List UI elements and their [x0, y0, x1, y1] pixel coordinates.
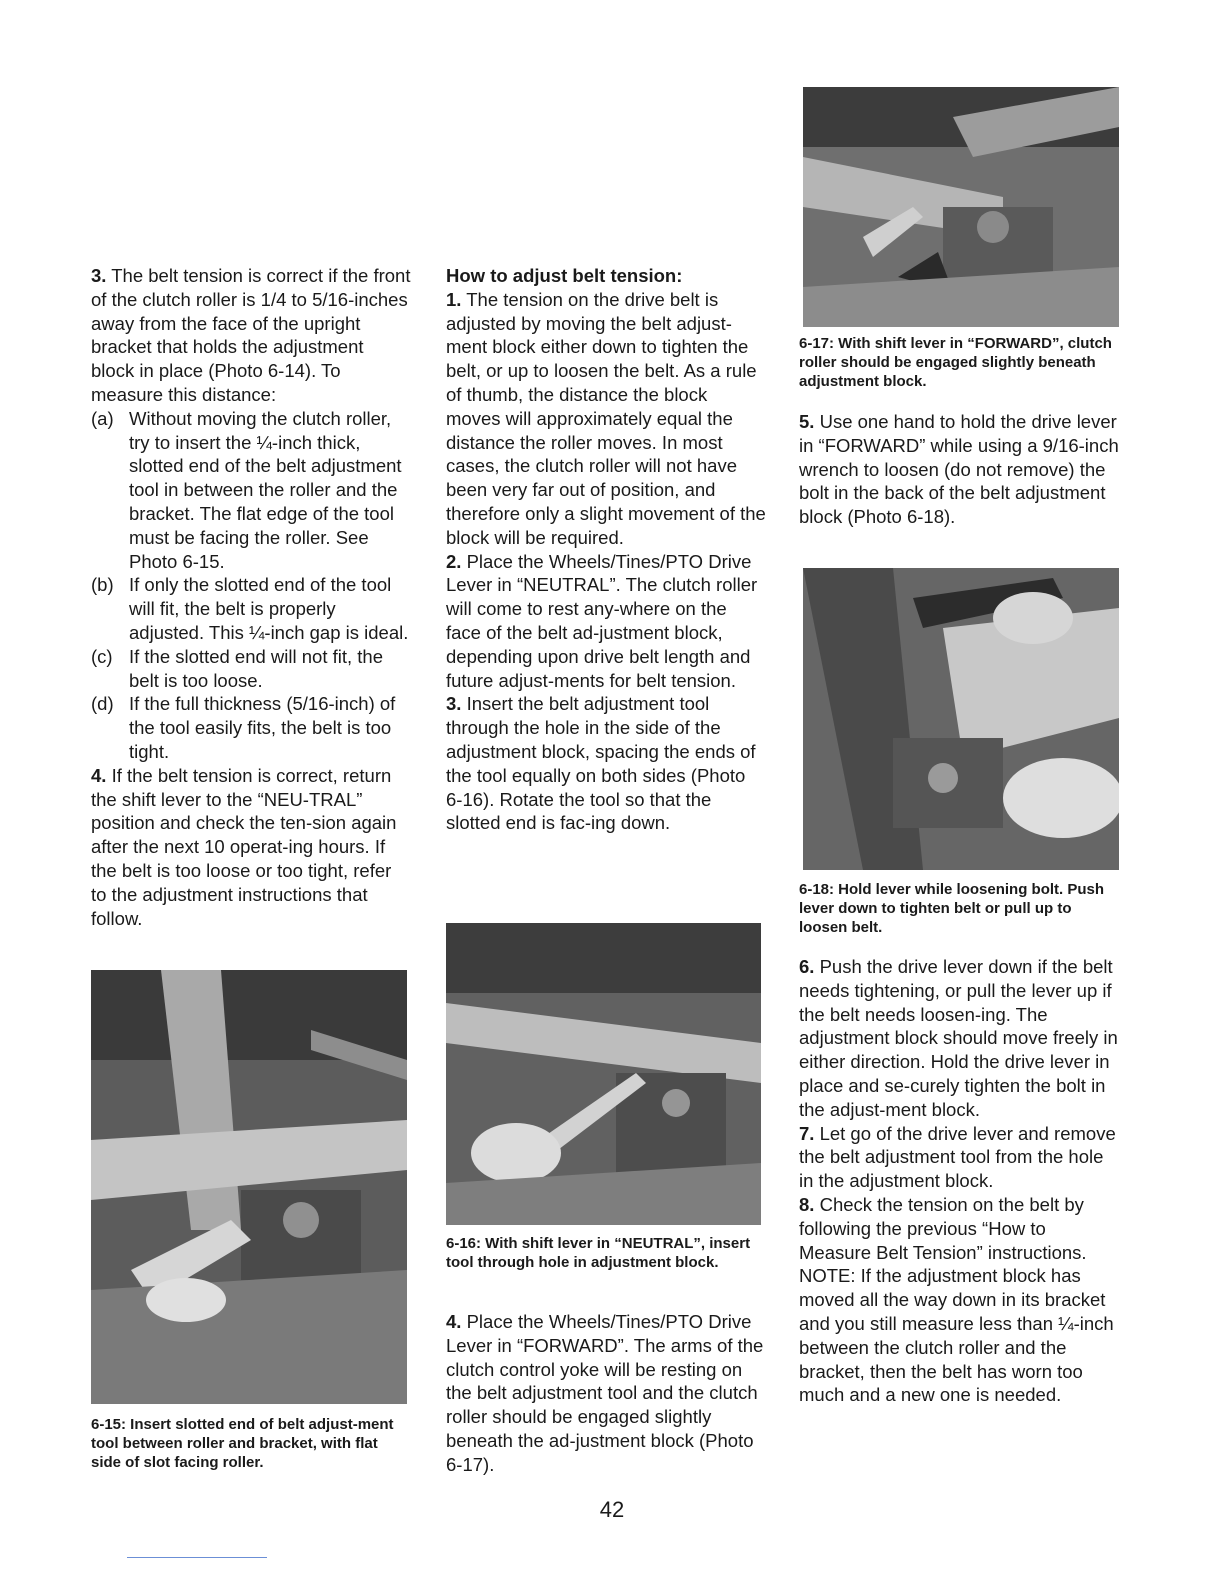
column-middle-lower — [446, 1310, 766, 1477]
step-text: Place the Wheels/Tines/PTO Drive Lever in “FORWARD”. The arms of the clutch control yoke will be resting on the belt adjustment tool and the clutch roller should be engaged slightly beneath the ad-justment block (Photo 6-17). — [446, 1311, 764, 1475]
photo-6-16-image — [446, 923, 761, 1225]
step-text: The belt tension is correct if the front of the clutch roller is 1/4 to 5/16-inches away from the face of the upright bracket that holds the adjustment block in place (Photo 6-14). To measure this distance: — [91, 265, 411, 405]
photo-6-16 — [446, 923, 761, 1225]
sub-item-label: (c) — [91, 645, 113, 667]
sub-item-text: If the full thickness (5/16-inch) of the tool easily fits, the belt is too tight. — [129, 693, 396, 762]
sub-item-c — [91, 645, 411, 693]
step-number: 3. — [446, 693, 462, 715]
step-text: Place the Wheels/Tines/PTO Drive Lever in “NEUTRAL”. The clutch roller will come to rest any-where on the face of the belt ad-justment block, depending upon drive belt length and future adjust-ments for belt tension. — [446, 550, 758, 691]
caption-6-16: 6-16: With shift lever in “NEUTRAL”, insert tool through hole in adjustment block. — [446, 1235, 751, 1271]
step-number: 6. — [799, 956, 815, 977]
caption-6-15: 6-15: Insert slotted end of belt adjust-ment tool between roller and bracket, with flat side of slot facing roller. — [91, 1416, 394, 1471]
sub-item-text: If only the slotted end of the tool will fit, the belt is properly adjusted. This ¼-inch gap is ideal. — [129, 574, 409, 643]
step-text: If the belt tension is correct, return the shift lever to the “NEU-TRAL” position and check the ten-sion again after the next 10 operat-ing hours. If the belt is too loose or too tight, refer to the adjustment instructions that follow. — [91, 764, 397, 929]
step-text: Insert the belt adjustment tool through the hole in the side of the adjustment block, spacing the ends of the tool equally on both sides (Photo 6-16). Rotate the tool so that the slotted end is fac-ing down. — [446, 693, 756, 834]
paragraph-step-8 — [799, 1193, 1119, 1407]
step-number: 5. — [799, 411, 815, 432]
step-number: 7. — [799, 1122, 815, 1144]
step-number: 4. — [446, 1311, 462, 1332]
step-number: 1. — [446, 288, 462, 310]
sub-item-text: If the slotted end will not fit, the belt is too loose. — [129, 645, 384, 691]
column-middle — [446, 264, 766, 835]
sub-item-d — [91, 692, 411, 763]
step-number: 8. — [799, 1193, 815, 1215]
sub-item-label: (d) — [91, 693, 114, 715]
step-number: 2. — [446, 550, 462, 572]
paragraph-step-4 — [446, 1310, 766, 1477]
paragraph-step-4 — [91, 764, 411, 931]
paragraph-step-7 — [799, 1122, 1119, 1193]
caption-6-18: 6-18: Hold lever while loosening bolt. Push lever down to tighten belt or pull up to loosen belt. — [799, 881, 1105, 936]
footer-divider — [127, 1557, 267, 1558]
photo-6-17-image — [803, 87, 1119, 327]
photo-6-15-image — [91, 970, 407, 1404]
step-number: 4. — [91, 764, 107, 786]
photo-6-17 — [803, 87, 1119, 327]
step-text: The tension on the drive belt is adjusted by moving the belt adjust-ment block either down to tighten the belt, or up to loosen the belt. As a rule of thumb, the distance the block moves will approximately equal the distance the roller moves. In most cases, the clutch roller will not have been very far out of position, and therefore only a slight movement of the block will be required. — [446, 288, 766, 548]
paragraph-step-2 — [446, 550, 766, 693]
column-left — [91, 264, 411, 930]
sub-item-text: Without moving the clutch roller, try to insert the ¼-inch thick, slotted end of the belt adjustment tool in between the roller and the bracket. The flat edge of the tool must be facing the roller. See Photo 6-15. — [129, 407, 402, 572]
step-text: Push the drive lever down if the belt needs tightening, or pull the lever up if the belt needs loosen-ing. The adjustment block should move freely in either direction. Hold the drive lever in place and se-curely tighten the bolt in the adjust-ment block. — [799, 956, 1118, 1120]
photo-6-18-image — [803, 568, 1119, 870]
page-number: 42 — [599, 1497, 625, 1522]
caption-6-17: 6-17: With shift lever in “FORWARD”, clutch roller should be engaged slightly beneath adjustment block. — [799, 335, 1112, 390]
step-text: Check the tension on the belt by following the previous “How to Measure Belt Tension” instructions. NOTE: If the adjustment block has moved all the way down in its bracket and you still measure less than ¼-inch between the clutch roller and the bracket, then the belt has worn too much and a new one is needed. — [799, 1193, 1114, 1406]
section-heading: How to adjust belt tension: — [446, 265, 683, 286]
photo-6-15 — [91, 970, 407, 1404]
paragraph-step-3 — [91, 264, 411, 407]
sub-item-a — [91, 407, 411, 574]
photo-6-18 — [803, 568, 1119, 870]
sub-item-label: (a) — [91, 407, 114, 429]
column-right-lower — [799, 955, 1119, 1407]
step-number: 3. — [91, 265, 107, 286]
step-text: Use one hand to hold the drive lever in “FORWARD” while using a 9/16-inch wrench to loosen (do not remove) the bolt in the back of the belt adjustment block (Photo 6-18). — [799, 411, 1119, 528]
sub-item-label: (b) — [91, 574, 114, 596]
paragraph-step-1 — [446, 288, 766, 550]
column-right — [799, 410, 1119, 529]
step-text: Let go of the drive lever and remove the belt adjustment tool from the hole in the adjustment block. — [799, 1122, 1116, 1192]
sub-item-b — [91, 573, 411, 644]
paragraph-step-3 — [446, 692, 766, 835]
paragraph-step-6 — [799, 955, 1119, 1122]
paragraph-step-5 — [799, 410, 1119, 529]
